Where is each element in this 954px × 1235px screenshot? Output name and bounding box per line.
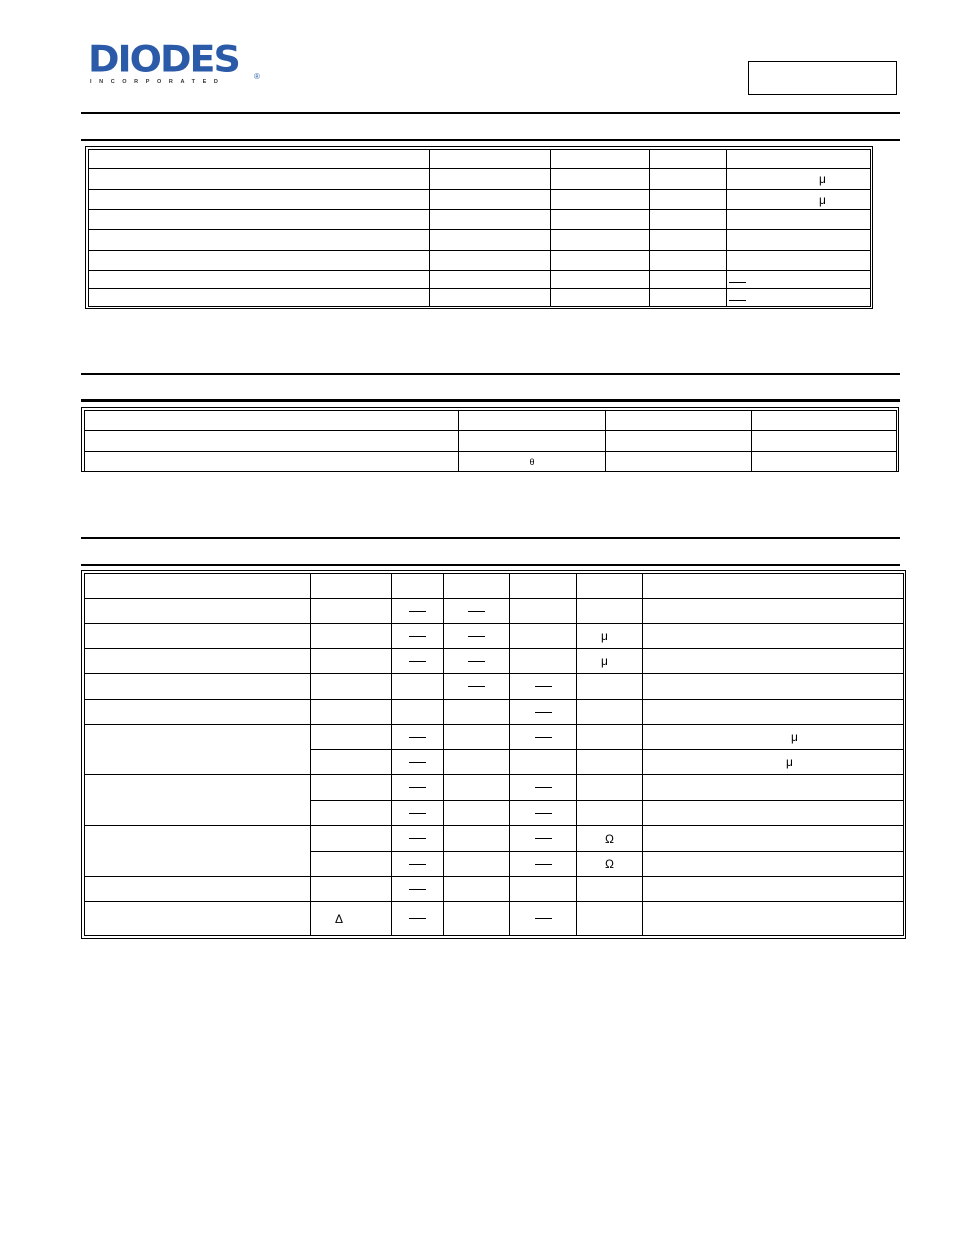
table3-row: [85, 902, 904, 936]
table1-row: [89, 190, 871, 210]
table3-row: [85, 700, 904, 725]
theta-symbol: θ: [529, 456, 535, 467]
table1: [88, 149, 871, 307]
table1-row: [89, 289, 871, 307]
dash-mark: [468, 686, 485, 687]
mu-symbol: μ: [601, 629, 608, 643]
mu-symbol: μ: [819, 192, 826, 207]
dash-mark: [535, 737, 552, 738]
section1-rule: [81, 139, 900, 141]
table2-row: [85, 452, 897, 472]
dash-mark: [409, 813, 426, 814]
table1-row: [89, 230, 871, 251]
dash-mark: [468, 636, 485, 637]
table2-header-row: [85, 411, 897, 431]
dash-mark: [409, 889, 426, 890]
table1-row: [89, 251, 871, 271]
table1-row: [89, 210, 871, 230]
mu-symbol: μ: [791, 730, 798, 744]
dash-mark: [535, 864, 552, 865]
mu-symbol: μ: [819, 172, 826, 186]
delta-symbol: Δ: [335, 911, 344, 926]
table1-row: [89, 169, 871, 190]
dash-mark: [535, 686, 552, 687]
dash-mark: [409, 737, 426, 738]
section2-rule-bottom: [81, 399, 900, 402]
dash-mark: [409, 787, 426, 788]
dash-mark: [409, 762, 426, 763]
table3-row: [85, 877, 904, 902]
dash-mark: [535, 813, 552, 814]
table2-row: [85, 431, 897, 452]
table1-row: [89, 271, 871, 289]
section3-rule-top: [81, 537, 900, 539]
table3-header-row: [85, 574, 904, 599]
ohm-symbol: Ω: [605, 857, 614, 871]
table3-row: [85, 826, 904, 852]
section2-rule-top: [81, 373, 900, 375]
section3-rule-bottom: [81, 564, 900, 566]
dash-mark: [409, 838, 426, 839]
dash-mark: [729, 300, 746, 301]
table3-row: [85, 599, 904, 624]
dash-mark: [468, 661, 485, 662]
table3-row: [85, 725, 904, 750]
dash-mark: [535, 712, 552, 713]
mu-symbol: μ: [601, 654, 608, 668]
dash-mark: [409, 661, 426, 662]
logo-registered-mark: ®: [254, 72, 260, 81]
table3-row: [85, 649, 904, 674]
header-rule: [81, 112, 900, 114]
dash-mark: [409, 864, 426, 865]
mu-symbol: μ: [786, 755, 793, 769]
dash-mark: [409, 918, 426, 919]
table1-header-row: [89, 150, 871, 169]
table2: [84, 410, 897, 472]
part-number-box: [748, 61, 897, 95]
dash-mark: [535, 838, 552, 839]
table3-row: [85, 775, 904, 801]
diodes-logo: [88, 38, 263, 88]
dash-mark: [535, 787, 552, 788]
logo-subtitle: INCORPORATED: [90, 79, 226, 85]
ohm-symbol: Ω: [605, 831, 614, 846]
dash-mark: [409, 636, 426, 637]
logo-wordmark: DIODES: [88, 38, 239, 80]
dash-mark: [409, 611, 426, 612]
table3: [84, 573, 904, 936]
dash-mark: [468, 611, 485, 612]
table3-row: [85, 624, 904, 649]
table3-row: [85, 674, 904, 700]
dash-mark: [729, 282, 746, 283]
dash-mark: [535, 918, 552, 919]
